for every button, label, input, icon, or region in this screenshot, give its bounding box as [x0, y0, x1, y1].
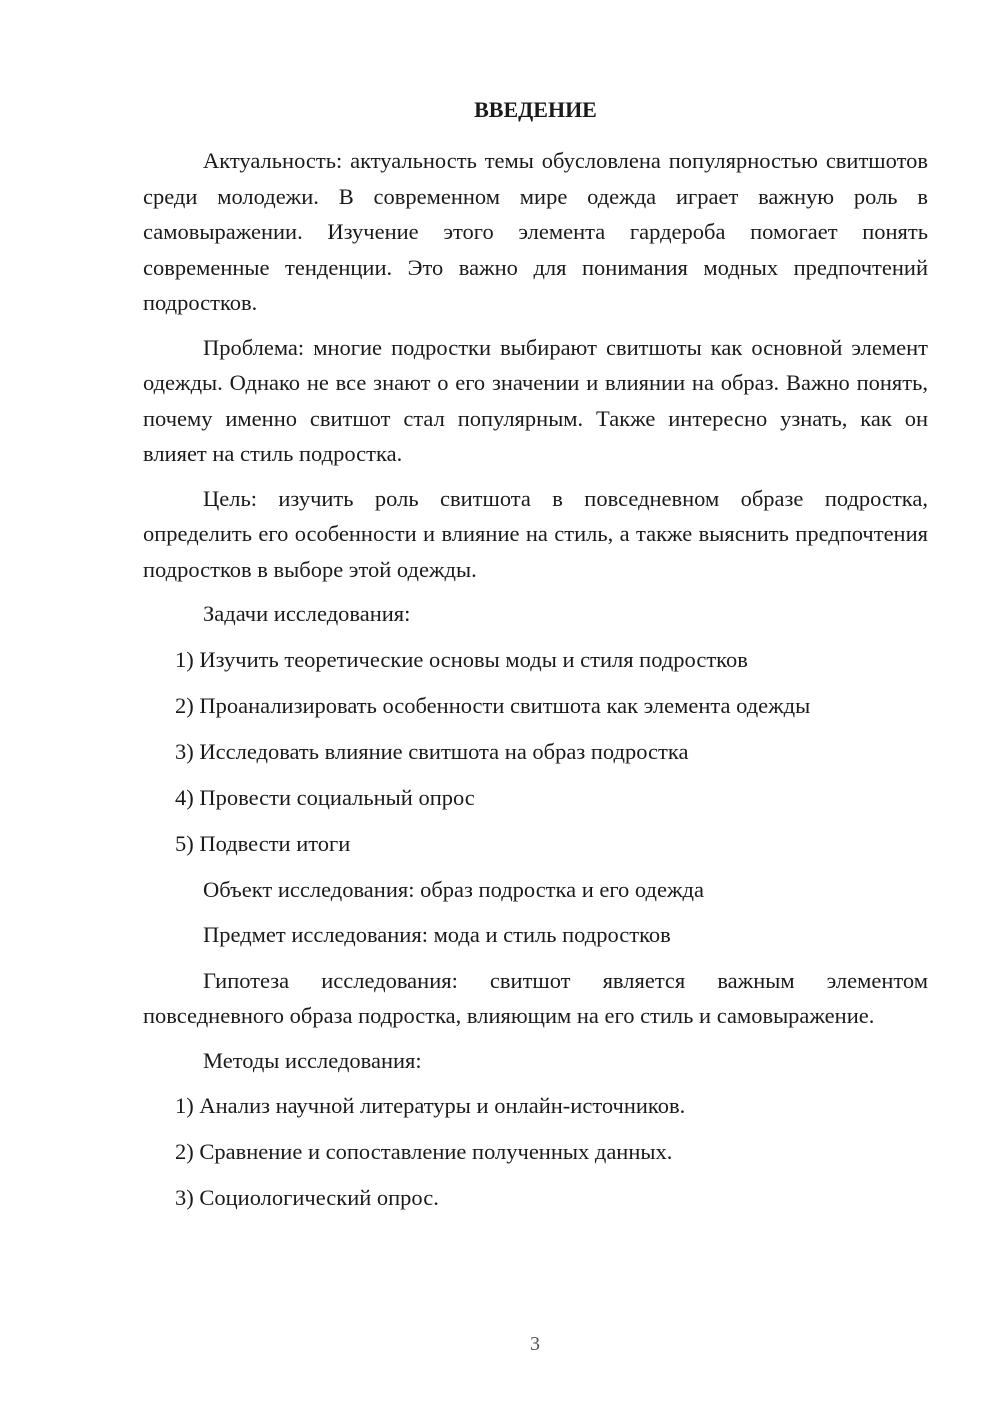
paragraph-relevance: Актуальность: актуальность темы обусловлена популярностью свитшотов среди молодежи. В современном мире одежда играет важную роль в самовыражении. Изучение этого элемента гардероба помогает понять современные тенденции. Это важно для понимания модных предпочтений подростков. — [143, 148, 928, 315]
method-item: 3) Социологический опрос. — [175, 1185, 439, 1210]
task-item: 5) Подвести итоги — [175, 830, 351, 856]
method-item: 2) Сравнение и сопоставление полученных данных. — [175, 1139, 673, 1164]
page-content — [143, 92, 928, 1226]
research-subject: Предмет исследования: мода и стиль подростков — [203, 922, 671, 947]
task-item: 4) Провести социальный опрос — [175, 784, 475, 810]
tasks-title: Задачи исследования: — [203, 601, 411, 626]
methods-list — [143, 1088, 928, 1216]
method-item: 1) Анализ научной литературы и онлайн-источников. — [175, 1093, 686, 1118]
task-item: 3) Исследовать влияние свитшота на образ подростка — [175, 738, 689, 764]
task-item: 1) Изучить теоретические основы моды и стиля подростков — [175, 646, 748, 672]
task-item: 2) Проанализировать особенности свитшота как элемента одежды — [175, 692, 811, 718]
methods-title: Методы исследования: — [203, 1047, 422, 1073]
paragraph-problem: Проблема: многие подростки выбирают свитшоты как основной элемент одежды. Однако не все знают о его значении и влиянии на образ. Важно понять, почему именно свитшот стал популярным. Также интересно узнать, как он влияет на стиль подростка. — [143, 334, 928, 466]
section-heading: ВВЕДЕНИЕ — [474, 97, 597, 122]
research-object: Объект исследования: образ подростка и его одежда — [203, 876, 704, 902]
tasks-list — [143, 642, 928, 862]
page-number: 3 — [530, 1333, 540, 1355]
paragraph-hypothesis: Гипотеза исследования: свитшот является важным элементом повседневного образа подростка, влияющим на его стиль и самовыражение. — [143, 967, 928, 1028]
paragraph-goal: Цель: изучить роль свитшота в повседневном образе подростка, определить его особенности и влияние на стиль, а также выяснить предпочтения подростков в выборе этой одежды. — [143, 485, 928, 582]
